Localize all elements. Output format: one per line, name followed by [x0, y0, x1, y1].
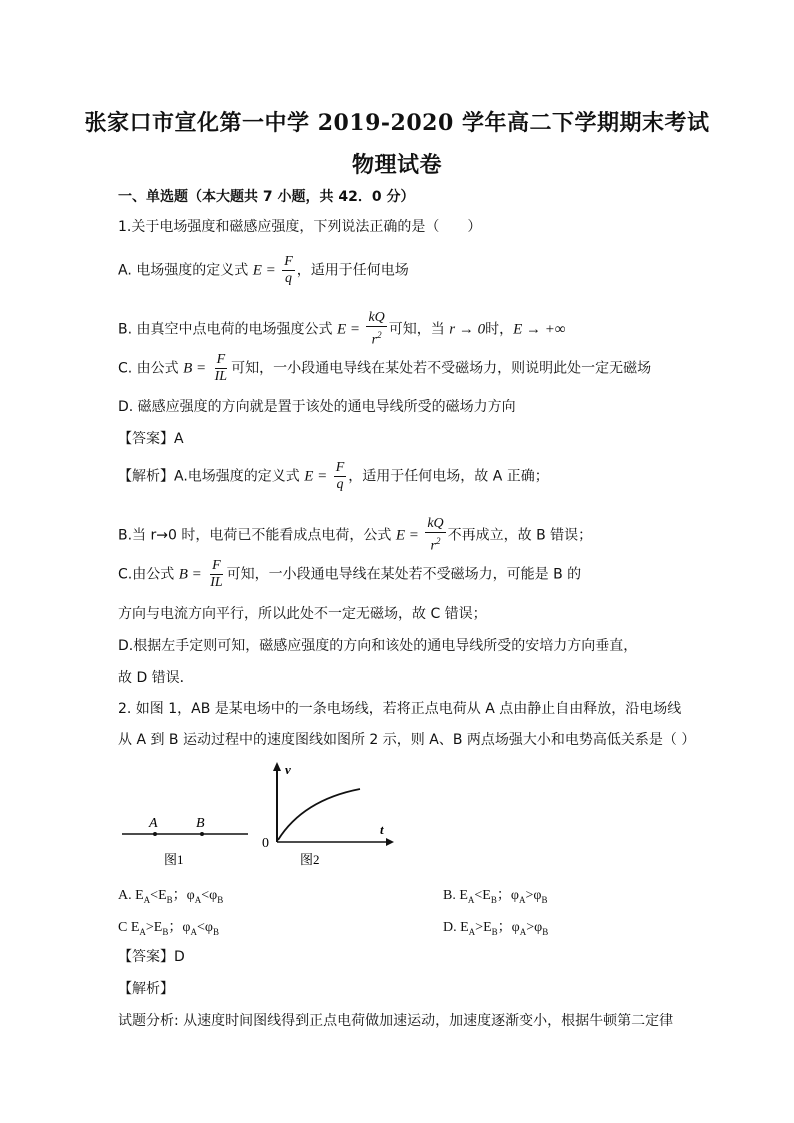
origin-label: 0	[262, 836, 269, 851]
q1-option-b: B. 由真空中点电荷的电场强度公式 E = $\frac{kQ}{r^2}$ 可知，当 r → 0时，E → +∞	[118, 310, 566, 348]
figure-2-velocity-graph	[262, 762, 394, 867]
fraction-f-over-q: $\frac{F}{q}$	[284, 254, 293, 286]
q1-explain-c2: 方向与电流方向平行，所以此处不一定无磁场，故 C 错误；	[118, 606, 487, 622]
fraction-kq-over-r2: $\frac{kQ}{r^2}$	[368, 310, 385, 348]
figure-1-caption: 图1	[164, 852, 184, 867]
figure-2-caption: 图2	[300, 852, 320, 867]
q2-option-b: B. $E_A<E_B$；$\varphi_A>\varphi_B$	[443, 888, 548, 905]
figure-1-field-line	[122, 816, 248, 867]
q1-explain-c: C.由公式 B = $\frac{F}{IL}$ 可知，一小段通电导线在某处若不受磁场力，可能是 B 的	[118, 558, 582, 590]
section-heading: 一、单选题（本大题共 7 小题，共 42．0 分）	[118, 189, 415, 205]
q1-option-c: C. 由公式 B = $\frac{F}{IL}$ 可知，一小段通电导线在某处若不受磁场力，则说明此处一定无磁场	[118, 352, 652, 384]
fraction-f-over-il: $\frac{F}{IL}$	[214, 352, 228, 384]
q1-option-d: D. 磁感应强度的方向就是置于该处的通电导线所受的磁场力方向	[118, 399, 516, 415]
exam-subtitle: 物理试卷	[351, 152, 442, 178]
q1-option-a: A. 电场强度的定义式 E = $\frac{F}{q}$ ，适用于任何电场	[118, 254, 409, 286]
t-axis-label: t	[380, 822, 384, 837]
q2-figures	[118, 760, 418, 872]
q1-explain-a: 【解析】A.电场强度的定义式 E = $\frac{F}{q}$ ，适用于任何电场，故 A 正确；	[118, 460, 549, 492]
exam-title: 张家口市宣化第一中学 2019-2020 学年高二下学期期末考试	[84, 110, 710, 136]
q2-option-d: D. $E_A>E_B$；$\varphi_A>\varphi_B$	[443, 920, 549, 937]
q1-explain-d2: 故 D 错误．	[118, 670, 194, 686]
q2-stem-line2: 从 A 到 B 运动过程中的速度图线如图所 2 示，则 A、B 两点场强大小和电势高低关系是（ ）	[118, 732, 696, 748]
q2-option-c: C $E_A>E_B$；$\varphi_A<\varphi_B$	[118, 920, 219, 937]
point-a-label: A	[149, 816, 158, 831]
q2-answer: 【答案】D	[118, 949, 185, 965]
q1-explain-d1: D.根据左手定则可知，磁感应强度的方向和该处的通电导线所受的安培力方向垂直，	[118, 638, 638, 654]
q1-answer: 【答案】A	[118, 431, 184, 447]
velocity-curve	[278, 789, 360, 840]
q1-stem: 1.关于电场强度和磁感应强度，下列说法正确的是（ ）	[118, 219, 482, 235]
q1-explain-b: B.当 r→0 时，电荷已不能看成点电荷，公式 E = $\frac{kQ}{r^2}$ 不再成立，故 B 错误；	[118, 516, 593, 554]
q2-explain-text: 试题分析: 从速度时间图线得到正点电荷做加速运动，加速度逐渐变小，根据牛顿第二定律	[118, 1013, 674, 1029]
point-b-label: B	[196, 816, 205, 831]
q2-stem-line1: 2. 如图 1，AB 是某电场中的一条电场线，若将正点电荷从 A 点由静止自由释放，沿电场线	[118, 701, 682, 717]
v-axis-label: v	[285, 762, 291, 777]
q2-option-a: A. $E_A<E_B$；$\varphi_A<\varphi_B$	[118, 888, 224, 905]
q2-explain-heading: 【解析】	[118, 981, 174, 997]
